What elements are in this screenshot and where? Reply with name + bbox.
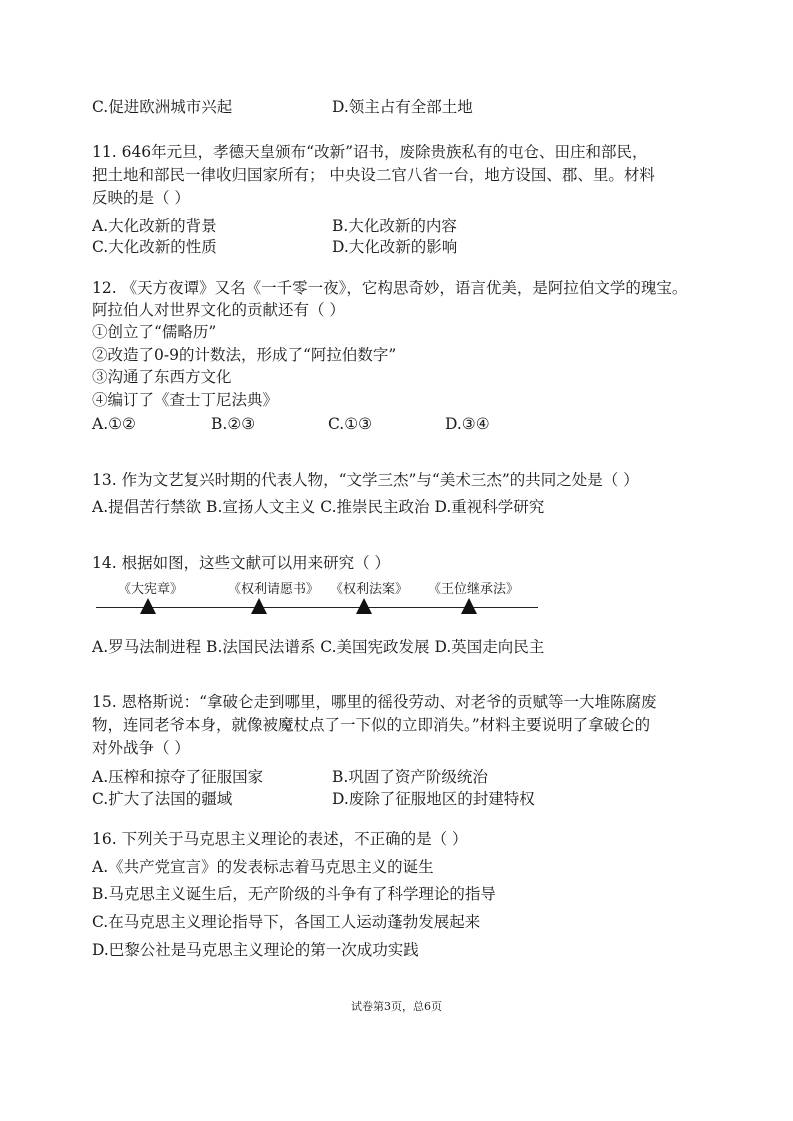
q12-item-4: ④编订了《查士丁尼法典》 bbox=[92, 391, 279, 409]
timeline-marker-icon bbox=[251, 598, 267, 614]
timeline-label-bill-of-rights: 《权利法案》 bbox=[330, 582, 409, 597]
timeline-label-magna-carta: 《大宪章》 bbox=[118, 582, 184, 597]
q14-stem: 14. 根据如图，这些文献可以用来研究（ ） bbox=[92, 554, 391, 572]
q12-option-b: B.②③ bbox=[211, 415, 256, 433]
q15-option-b: B.巩固了资产阶级统治 bbox=[332, 768, 488, 786]
q14-options: A.罗马法制进程 B.法国民法谱系 C.美国宪政发展 D.英国走向民主 bbox=[92, 638, 545, 656]
q12-item-1: ①创立了“儒略历” bbox=[92, 323, 217, 341]
q12-stem-line2: 阿拉伯人对世界文化的贡献还有（ ） bbox=[92, 301, 345, 319]
q14-timeline bbox=[96, 592, 538, 632]
timeline-marker-icon bbox=[356, 598, 372, 614]
q12-item-3: ③沟通了东西方文化 bbox=[92, 368, 232, 386]
q16-option-a: A.《共产党宣言》的发表标志着马克思主义的诞生 bbox=[92, 858, 434, 876]
q15-stem-line3: 对外战争（ ） bbox=[92, 739, 190, 757]
q16-stem: 16. 下列关于马克思主义理论的表述，不正确的是（ ） bbox=[92, 830, 468, 848]
q12-item-2: ②改造了0-9的计数法，形成了“阿拉伯数字” bbox=[92, 346, 397, 364]
q12-option-d: D.③④ bbox=[445, 415, 490, 433]
q11-option-b: B.大化改新的内容 bbox=[332, 217, 457, 235]
page-footer: 试卷第3页，总6页 bbox=[351, 1000, 442, 1013]
q16-option-c: C.在马克思主义理论指导下，各国工人运动蓬勃发展起来 bbox=[92, 913, 481, 931]
q15-stem-line1: 15. 恩格斯说：“拿破仑走到哪里，哪里的徭役劳动、对老爷的贡赋等一大堆陈腐废 bbox=[92, 693, 657, 711]
q11-option-c: C.大化改新的性质 bbox=[92, 238, 217, 256]
q11-stem-line2: 把土地和部民一律收归国家所有； 中央设二官八省一台，地方设国、郡、里。材料 bbox=[92, 166, 655, 184]
timeline-label-act-of-settlement: 《王位继承法》 bbox=[428, 582, 520, 597]
q13-stem: 13. 作为文艺复兴时期的代表人物，“文学三杰”与“美术三杰”的共同之处是（ ） bbox=[92, 471, 639, 489]
q16-option-d: D.巴黎公社是马克思主义理论的第一次成功实践 bbox=[92, 941, 419, 959]
timeline-marker-icon bbox=[140, 598, 156, 614]
q10-option-c: C.促进欧洲城市兴起 bbox=[92, 98, 233, 116]
q12-option-c: C.①③ bbox=[328, 415, 373, 433]
timeline-marker-icon bbox=[461, 598, 477, 614]
q16-option-b: B.马克思主义诞生后，无产阶级的斗争有了科学理论的指导 bbox=[92, 885, 496, 903]
q10-option-d: D.领主占有全部土地 bbox=[332, 98, 473, 116]
q11-option-d: D.大化改新的影响 bbox=[332, 238, 458, 256]
q11-option-a: A.大化改新的背景 bbox=[92, 217, 217, 235]
q15-option-d: D.废除了征服地区的封建特权 bbox=[332, 790, 535, 808]
timeline-label-petition-of-right: 《权利请愿书》 bbox=[228, 582, 320, 597]
q15-option-a: A.压榨和掠夺了征服国家 bbox=[92, 768, 264, 786]
q13-options: A.提倡苦行禁欲 B.宣扬人文主义 C.推崇民主政治 D.重视科学研究 bbox=[92, 498, 545, 516]
q12-stem-line1: 12. 《天方夜谭》又名《一千零一夜》，它构思奇妙，语言优美，是阿拉伯文学的瑰宝。 bbox=[92, 279, 688, 297]
q15-option-c: C.扩大了法国的疆域 bbox=[92, 790, 233, 808]
q15-stem-line2: 物，连同老爷本身，就像被魔杖点了一下似的立即消失。”材料主要说明了拿破仑的 bbox=[92, 716, 651, 734]
q11-stem-line3: 反映的是（ ） bbox=[92, 189, 190, 207]
q12-option-a: A.①② bbox=[92, 415, 136, 433]
q11-stem-line1: 11. 646年元旦，孝德天皇颁布“改新”诏书，废除贵族私有的屯仓、田庄和部民， bbox=[92, 143, 648, 161]
